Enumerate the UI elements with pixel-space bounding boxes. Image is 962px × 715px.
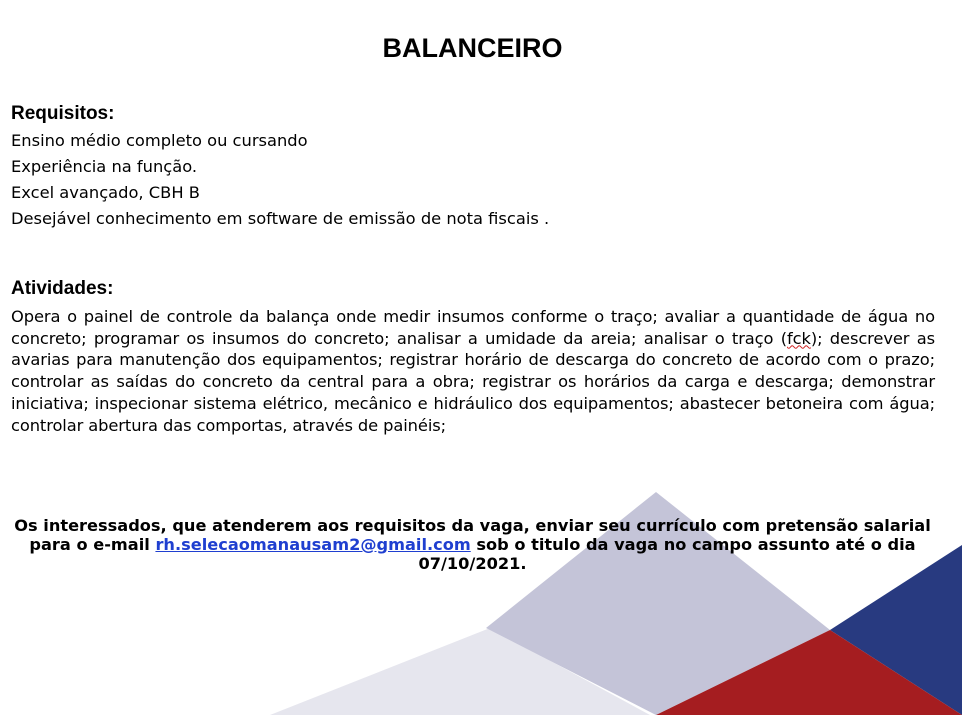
spellcheck-flagged-word: fck <box>787 328 811 348</box>
requirement-item: Excel avançado, CBH B <box>11 183 200 202</box>
requirement-item: Experiência na função. <box>11 157 198 176</box>
requirements-list <box>11 128 931 232</box>
activities-heading: Atividades: <box>11 278 114 299</box>
page-title: BALANCEIRO <box>382 33 563 63</box>
application-instructions <box>10 516 935 573</box>
email-link[interactable]: rh.selecaomanausam2@gmail.com <box>155 535 471 554</box>
activities-paragraph <box>11 306 935 436</box>
activities-text-end: ); descrever as avarias para manutenção dos equipamentos; registrar horário de descarga do concreto de acordo com o prazo; controlar as saídas do concreto da central para a obra; registrar os horários da carga e descarga; demonstrar iniciativa; inspecionar sistema elétrico, mecânico e hidráulico dos equipamentos; abastecer betoneira com água; controlar abertura das comportas, através de painéis; <box>11 328 935 435</box>
requirement-item: Ensino médio completo ou cursando <box>11 131 308 150</box>
contact-text-end: sob o titulo da vaga no campo assunto até o dia 07/10/2021. <box>418 535 916 573</box>
requirement-item: Desejável conhecimento em software de emissão de nota fiscais . <box>11 209 550 228</box>
contact-text-start: Os interessados, que atenderem aos requisitos da vaga, enviar seu currículo com pretensão salarial para o e-mail <box>14 516 931 554</box>
requirements-heading: Requisitos: <box>11 103 115 124</box>
activities-text-start: Opera o painel de controle da balança onde medir insumos conforme o traço; avaliar a quantidade de água no concreto; programar os insumos do concreto; analisar a umidade da areia; analisar o traço ( <box>11 307 935 348</box>
